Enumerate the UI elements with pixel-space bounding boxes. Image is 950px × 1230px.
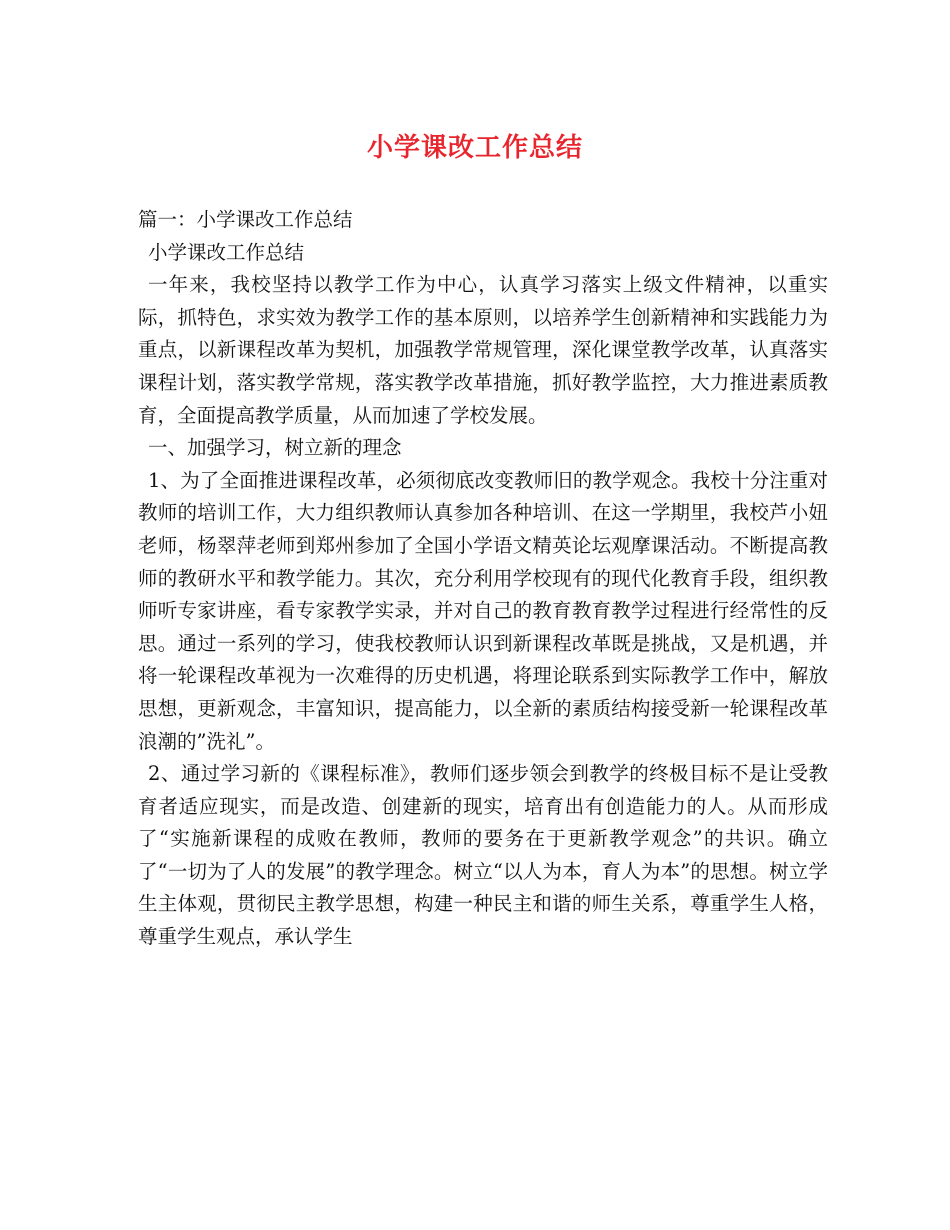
subtitle: 小学课改工作总结: [148, 240, 305, 264]
document-title: 小学课改工作总结: [366, 133, 583, 163]
paragraph-2: 2、通过学习新的《课程标准》，教师们逐步领会到教学的终极目标不是让受教育者适应现实，而是改造、创建新的现实，培育出有创造能力的人。从而形成了“实施新课程的成败在教师，教师的要务在于更新教学观念”的共识。确立了“一切为了人的发展”的教学理念。树立“以人为本，育人为本”的思想。树立学生主体观，贯彻民主教学思想，构建一种民主和谐的师生关系，尊重学生人格，尊重学生观点，承认学生: [138, 762, 828, 949]
section-heading: 篇一：小学课改工作总结: [138, 208, 353, 231]
paragraph-1: 1、为了全面推进课程改革，必须彻底改变教师旧的教学观念。我校十分注重对教师的培训工作，大力组织教师认真参加各种培训、在这一学期里，我校芦小妞老师，杨翠萍老师到郑州参加了全国小学语文精英论坛观摩课活动。不断提高教师的教研水平和教学能力。其次，充分利用学校现有的现代化教育手段，组织教师听专家讲座，看专家教学实录，并对自己的教育教育教学过程进行经常性的反思。通过一系列的学习，使我校教师认识到新课程改革既是挑战，又是机遇，并将一轮课程改革视为一次难得的历史机遇，将理论联系到实际教学工作中，解放思想，更新观念，丰富知识，提高能力，以全新的素质结构接受新一轮课程改革浪潮的”洗礼”。: [138, 468, 828, 753]
document-body: [138, 204, 828, 954]
paragraph-intro: 一年来，我校坚持以教学工作为中心，认真学习落实上级文件精神，以重实际，抓特色，求实效为教学工作的基本原则，以培养学生创新精神和实践能力为重点，以新课程改革为契机，加强教学常规管理，深化课堂教学改革，认真落实课程计划，落实教学常规，落实教学改革措施，抓好教学监控，大力推进素质教育，全面提高教学质量，从而加速了学校发展。: [138, 273, 828, 427]
section-heading-1: 一、加强学习，树立新的理念: [148, 436, 402, 460]
